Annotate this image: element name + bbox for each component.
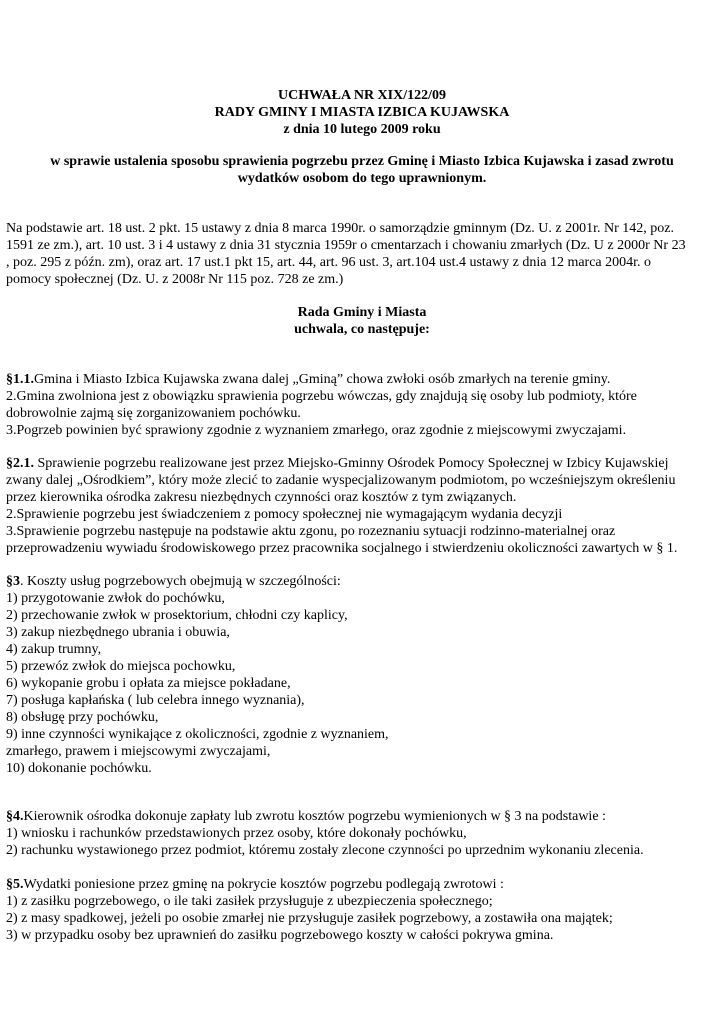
resolution-number: UCHWAŁA NR XIX/122/09 [277,88,446,103]
section-2-line-2: zwany dalej „Ośrodkiem”, który może zlecić to zadanie wyspecjalizowanym podmiotom, po wcześniejszym określeniu [6,473,676,488]
subject-line-2: wydatków osobom do tego uprawnionym. [237,171,487,186]
list-item: 10) dokonanie pochówku. [6,761,152,776]
council-line-2: uchwala, co następuje: [294,322,430,337]
section-1-line-4: 3.Pogrzeb powinien być sprawiony zgodnie z wyznaniem zmarłego, oraz zgodnie z miejscowymi zwyczajami. [6,423,627,438]
list-item: zmarłego, prawem i miejscowymi zwyczajami, [6,744,271,759]
list-item: 3) zakup niezbędnego ubrania i obuwia, [6,625,230,640]
section-4-intro [6,808,718,825]
section-2-line-4: 2.Sprawienie pogrzebu jest świadczeniem z pomocy społecznej nie wymagającym wydania decyzji [6,507,563,522]
list-item: 7) posługa kapłańska ( lub celebra innego wyznania), [6,693,305,708]
list-item: 4) zakup trumny, [6,642,102,657]
section-2-line-1 [6,455,718,472]
section-5-intro-text: Wydatki poniesione przez gminę na pokrycie kosztów pogrzebu podlegają zwrotowi : [23,877,504,892]
section-1-marker: §1.1. [6,372,34,387]
section-2-text-1: Sprawienie pogrzebu realizowane jest przez Miejsko-Gminny Ośrodek Pomocy Społecznej w Izbicy Kujawskiej [34,456,669,471]
section-2 [6,455,718,557]
section-1-line-3: dobrowolnie zajmą się zorganizowaniem pochówku. [6,406,301,421]
section-4-intro-text: Kierownik ośrodka dokonuje zapłaty lub zwrotu kosztów pogrzebu wymienionych w § 3 na podstawie : [23,809,606,824]
resolution-subject [6,153,718,187]
section-1 [6,371,718,439]
council-name: RADY GMINY I MIASTA IZBICA KUJAWSKA [214,105,510,120]
list-item: 2) rachunku wystawionego przez podmiot, któremu zostały zlecone czynności po uprzednim wykonaniu zlecenia. [6,843,644,858]
basis-line-4: pomocy społecznej (Dz. U. z 2008r Nr 115 poz. 728 ze zm.) [6,272,344,287]
list-item: 9) inne czynności wynikające z okoliczności, zgodnie z wyznaniem, [6,727,389,742]
section-2-line-6: przeprowadzeniu wywiadu środowiskowego przez pracownika socjalnego i stwierdzeniu okoliczności zawartych w § 1. [6,541,678,556]
section-1-text-1: Gmina i Miasto Izbica Kujawska zwana dalej „Gminą” chowa zwłoki osób zmarłych na terenie gminy. [34,372,611,387]
list-item: 5) przewóz zwłok do miejsca pochowku, [6,659,236,674]
section-3 [6,573,718,777]
section-3-intro-text: . Koszty usług pogrzebowych obejmują w szczególności: [20,574,341,589]
list-item: 1) przygotowanie zwłok do pochówku, [6,591,225,606]
basis-line-1: Na podstawie art. 18 ust. 2 pkt. 15 ustawy z dnia 8 marca 1990r. o samorządzie gminnym (Dz. U. z 2001r. Nr 142, poz. [6,221,674,236]
resolution-date: z dnia 10 lutego 2009 roku [283,122,441,137]
list-item: 8) obsługę przy pochówku, [6,710,159,725]
subject-line-1: w sprawie ustalenia sposobu sprawienia pogrzebu przez Gminę i Miasto Izbica Kujawska i zasad zwrotu [50,154,674,169]
list-item: 6) wykopanie grobu i opłata za miejsce pokładane, [6,676,291,691]
section-5 [6,876,718,944]
section-1-line-1 [6,371,718,388]
basis-line-2: 1591 ze zm.), art. 10 ust. 3 i 4 ustawy z dnia 31 stycznia 1959r o cmentarzach i chowaniu zmarłych (Dz. U z 2000r Nr 23 [6,238,686,253]
list-item: 3) w przypadku osoby bez uprawnień do zasiłku pogrzebowego koszty w całości pokrywa gmina. [6,928,554,943]
council-line-1: Rada Gminy i Miasta [297,305,427,320]
section-5-marker: §5. [6,877,24,892]
section-4-marker: §4. [6,809,24,824]
list-item: 1) z zasiłku pogrzebowego, o ile taki zasiłek przysługuje z ubezpieczenia społecznego; [6,894,493,909]
section-3-intro [6,573,718,590]
section-2-marker: §2.1. [6,456,34,471]
resolution-header [6,87,718,138]
list-item: 2) z masy spadkowej, jeżeli po osobie zmarłej nie przysługuje zasiłek pogrzebowy, a zostawiła ona majątek; [6,911,613,926]
section-4 [6,808,718,859]
council-resolves [6,304,718,338]
list-item: 2) przechowanie zwłok w prosektorium, chłodni czy kaplicy, [6,608,348,623]
basis-line-3: , poz. 295 z późn. zm), oraz art. 17 ust.1 pkt 15, art. 44, art. 96 ust. 3, art.104 ust.4 ustawy z dnia 12 marca 2004r. o [6,255,652,270]
section-3-marker: §3 [6,574,20,589]
section-2-line-5: 3.Sprawienie pogrzebu następuje na podstawie aktu zgonu, po rozeznaniu sytuacji rodzinno-materialnej oraz [6,524,616,539]
legal-basis [6,220,718,288]
section-5-intro [6,876,718,893]
list-item: 1) wniosku i rachunków przedstawionych przez osoby, które dokonały pochówku, [6,826,467,841]
section-1-line-2: 2.Gmina zwolniona jest z obowiązku sprawienia pogrzebu wówczas, gdy znajdują się osoby lub podmioty, które [6,389,637,404]
section-2-line-3: przez kierownika ośrodka zakresu niezbędnych czynności oraz kosztów z tym związanych. [6,490,517,505]
